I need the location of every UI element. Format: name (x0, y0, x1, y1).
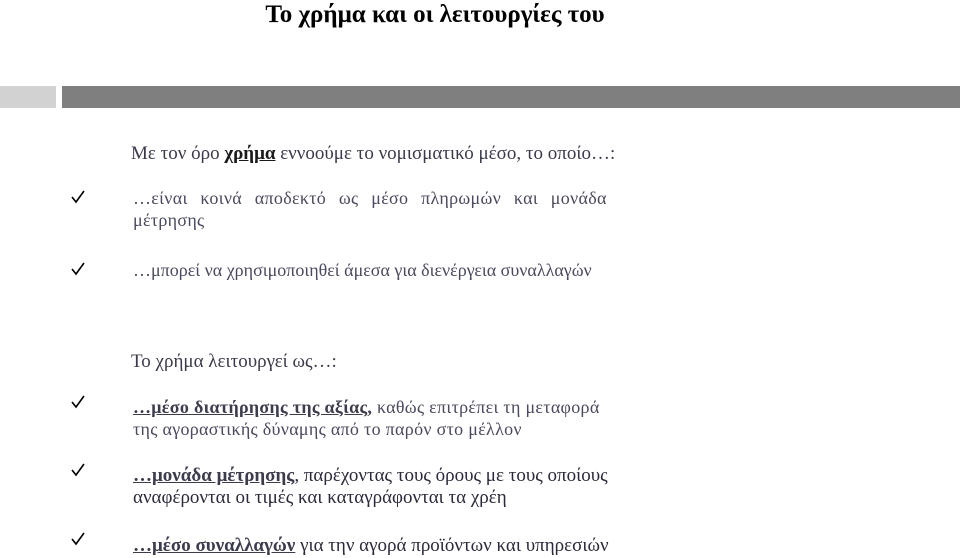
bullet-keyword: …μέσο συναλλαγών (133, 535, 296, 556)
checkmark-icon (70, 261, 86, 277)
bullet-line: της αγοραστικής δύναμης από το παρόν στο μέλλον (133, 419, 522, 439)
bullet-keyword: …μονάδα μέτρησης (133, 465, 295, 486)
intro-prefix: Με τον όρο (131, 143, 225, 164)
slide-title: Το χρήμα και οι λειτουργίες του (265, 1, 605, 28)
intro-suffix: εννοούμε το νομισματικό μέσο, το οποίο…: (275, 143, 616, 164)
bullet-keyword: …μέσο διατήρησης της αξίας, (133, 397, 373, 417)
decorative-bar-left (0, 86, 56, 108)
section2-bullet-1 (133, 396, 600, 440)
section2-intro: Το χρήμα λειτουργεί ως…: (131, 351, 337, 372)
decorative-bar-main (62, 86, 960, 108)
bullet-line: …μπορεί να χρησιμοποιηθεί άμεσα για διενέργεια συναλλαγών (133, 260, 592, 280)
section2-bullet-2 (133, 465, 608, 509)
checkmark-icon (70, 394, 86, 410)
checkmark-icon (70, 531, 86, 547)
bullet-text: για την αγορά προϊόντων και υπηρεσιών (295, 535, 609, 556)
section1-bullet-2 (133, 259, 592, 281)
bullet-text: , παρέχοντας τους όρους με τους οποίους (294, 465, 608, 486)
checkmark-icon (70, 462, 86, 478)
section2-bullet-3 (133, 535, 609, 557)
bullet-line: …είναι κοινά αποδεκτό ως μέσο πληρωμών και μονάδα (133, 188, 607, 208)
section1-intro (131, 143, 615, 165)
section1-bullet-1 (133, 187, 607, 231)
bullet-line: αναφέρονται οι τιμές και καταγράφονται τα χρέη (133, 487, 507, 508)
intro-keyword: χρήμα (224, 143, 276, 164)
bullet-line: μέτρησης (133, 210, 205, 230)
checkmark-icon (70, 189, 86, 205)
bullet-text: καθώς επιτρέπει τη μεταφορά (372, 397, 600, 417)
